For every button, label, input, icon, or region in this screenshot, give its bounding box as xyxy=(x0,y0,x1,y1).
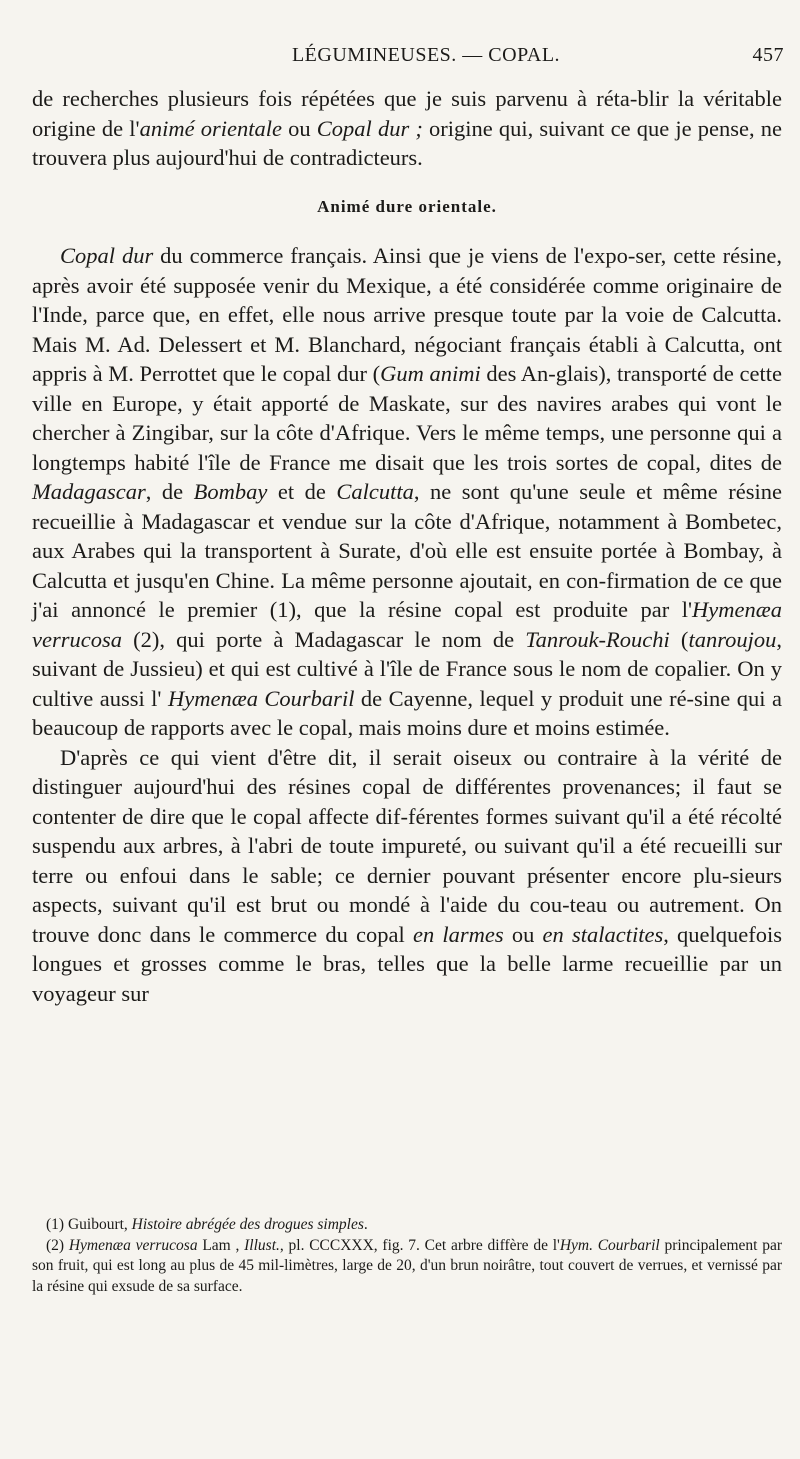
paragraph-copal-dur xyxy=(32,241,782,743)
paragraph-provenances xyxy=(32,743,782,1009)
text-run: D'après ce qui vient d'être dit, il serait oiseux ou contraire à la vérité de distinguer aujourd'hui des résines copal de différentes provenances; il faut se contenter de dire que le copal affecte dif-férentes formes suivant qu'il a été récolté suspendu aux arbres, à l'abri de toute impureté, ou suivant qu'il a été recueilli sur terre ou enfoui dans le sable; ce dernier pouvant présenter encore plu-sieurs aspects, suivant qu'il est brut ou mondé à l'aide du cou-teau ou autrement. On trouve donc dans le commerce du copal xyxy=(32,744,782,947)
italic-term: Tanrouk-Rouchi xyxy=(525,626,670,652)
running-title: LÉGUMINEUSES. — COPAL. xyxy=(291,44,561,66)
italic-term: Hymenæa Courbaril xyxy=(167,685,355,711)
text-run: du commerce français. Ainsi que je viens de l'expo-ser, cette résine, après avoir été supposée venir du Mexique, a été considérée comme originaire de l'Inde, parce que, en effet, elle nous arrive presque toute par la voie de Calcutta. Mais M. Ad. Delessert et M. Blanchard, négociant français établi à Calcutta, ont appris à M. Perrottet que le copal dur ( xyxy=(32,243,782,386)
text-run: (2) xyxy=(46,1236,69,1254)
italic-term: Copal dur ; xyxy=(316,115,423,141)
intro-paragraph xyxy=(32,84,782,173)
italic-term: Madagascar xyxy=(32,479,146,504)
page-number: 457 xyxy=(752,44,784,66)
italic-term: Histoire abrégée des drogues simples xyxy=(131,1216,364,1233)
text-run: , pl. CCCXXX, fig. 7. Cet arbre diffère de l' xyxy=(279,1236,560,1254)
italic-term: Copal dur xyxy=(60,243,154,268)
footnotes xyxy=(32,1215,782,1297)
text-run: (2), qui porte à Madagascar le nom de xyxy=(121,626,526,652)
text-run: . xyxy=(363,1216,368,1233)
text-run: Lam , xyxy=(197,1236,245,1254)
text-run: (1) Guibourt, xyxy=(46,1216,132,1233)
text-run: , suivant de Jussieu) et qui est cultivé à l'île de France sous le nom de copalier. On y cultive aussi l' xyxy=(32,626,782,711)
text-run: origine qui, suivant ce que je pense, ne trouvera plus aujourd'hui de contradicteurs. xyxy=(32,115,782,170)
text-run: principalement par son fruit, qui est long au plus de 45 mil-limètres, large de 20, d'un brun noirâtre, tout couvert de verrues, et vernissé par la résine qui exsude de sa surface. xyxy=(32,1236,783,1295)
footnote-1 xyxy=(32,1215,782,1236)
text-run: ( xyxy=(669,626,689,652)
italic-term: Calcutta xyxy=(336,479,414,504)
text-run: et de xyxy=(267,479,337,504)
main-text xyxy=(32,84,782,1008)
text-run: de Cayenne, lequel y produit une ré-sine qui a beaucoup de rapports avec le copal, mais moins dure et moins estimée. xyxy=(32,685,782,740)
text-run: ou xyxy=(503,921,543,947)
text-run: , ne sont qu'une seule et même résine recueillie à Madagascar et vendue sur la côte d'Afrique, notamment à Bombetec, aux Arabes qui la transportent à Surate, d'où elle est ensuite portée à Bombay, à Calcutta et jusqu'en Chine. La même personne ajoutait, en con-firmation de ce que j'ai annoncé le premier (1), que la résine copal est produite par l' xyxy=(32,479,782,622)
section-heading: Animé dure orientale. xyxy=(317,196,497,216)
italic-term: Bombay xyxy=(193,479,268,504)
italic-term: en stalactites xyxy=(542,921,664,947)
page-header xyxy=(28,44,784,74)
italic-term: tanroujou xyxy=(688,626,777,652)
text-run: , quelquefois longues et grosses comme le bras, telles que la belle larme recueillie par un voyageur sur xyxy=(32,921,782,1006)
italic-term: Hym. Courbaril xyxy=(559,1236,660,1254)
footnote-2 xyxy=(32,1236,782,1298)
italic-term: Illust. xyxy=(244,1236,280,1254)
italic-term: en larmes xyxy=(412,921,504,947)
italic-term: Hymenæa verrucosa xyxy=(68,1236,198,1254)
italic-term: Gum animi xyxy=(380,361,481,386)
text-run: de recherches plusieurs fois répétées que je suis parvenu à réta-blir la véritable origine de l' xyxy=(32,86,782,141)
text-run: , de xyxy=(145,479,194,504)
text-run: des An-glais), transporté de cette ville en Europe, y était apporté de Maskate, sur des navires arabes qui vont le chercher à Zingibar, sur la côte d'Afrique. Vers le même temps, une personne qui a longtemps habité l'île de France me disait que les trois sortes de copal, dites de xyxy=(32,361,783,475)
text-run: ou xyxy=(281,115,317,141)
italic-term: Hymenæa verrucosa xyxy=(32,597,782,652)
italic-term: animé orientale xyxy=(139,115,282,141)
